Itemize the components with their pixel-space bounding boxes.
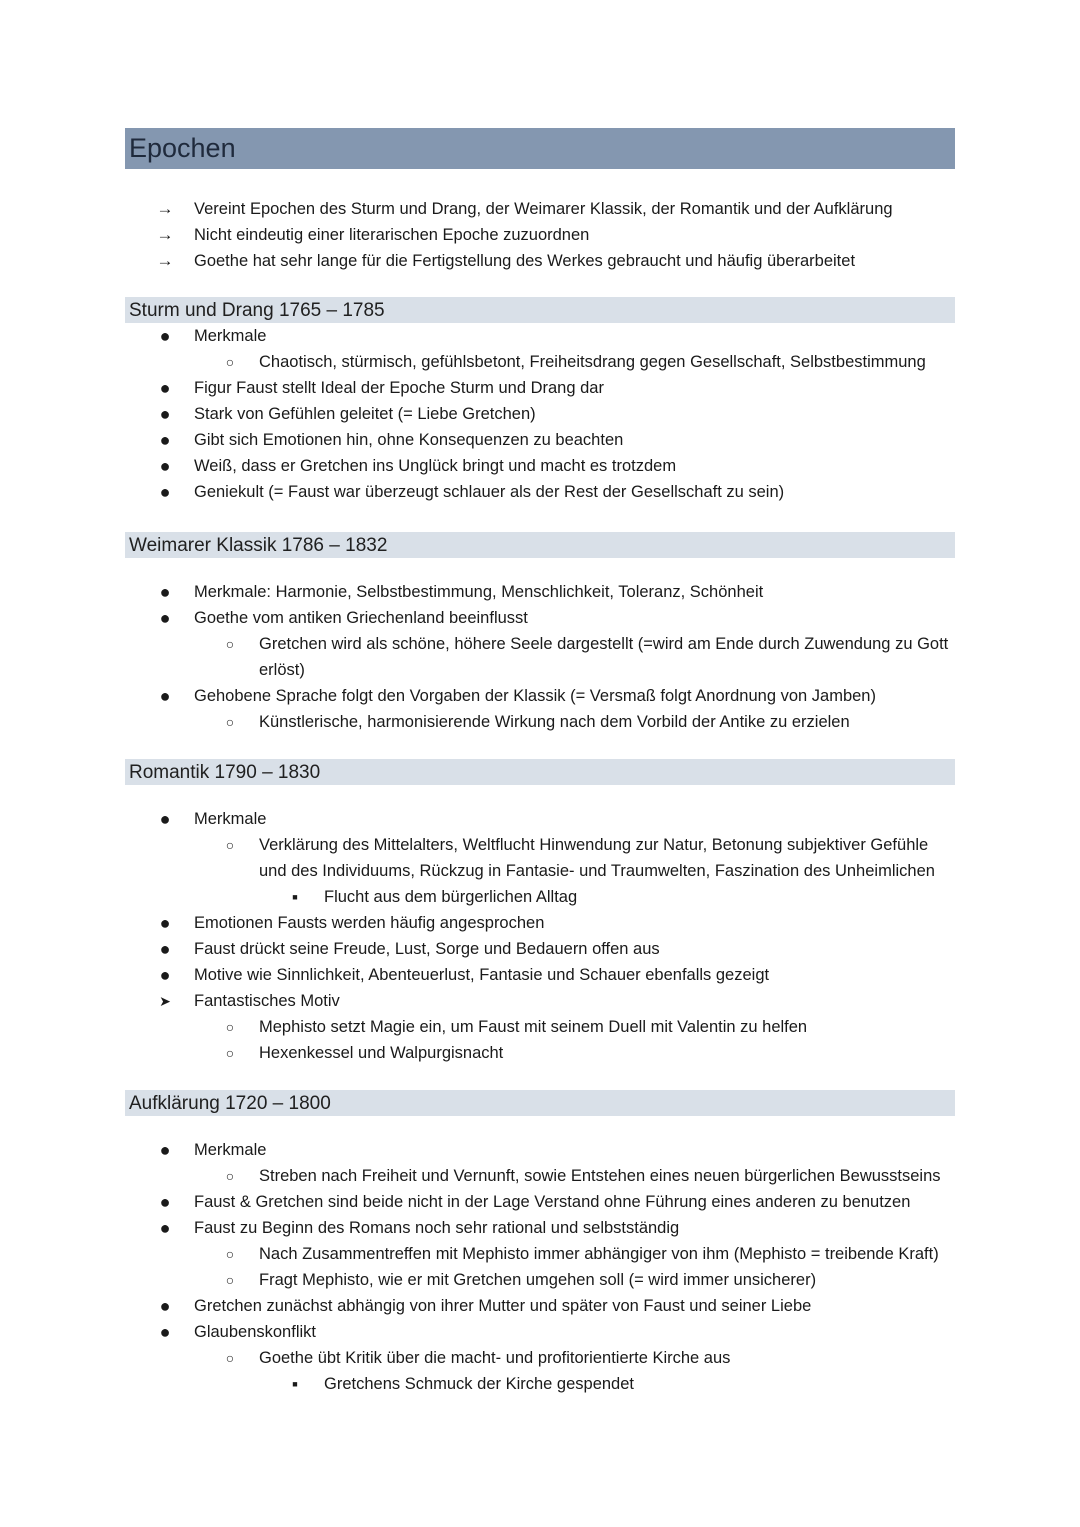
bullet-icon: ● <box>159 1140 171 1160</box>
section-heading-weimar: Weimarer Klassik 1786 – 1832 <box>125 532 955 558</box>
arrow-right-icon: → <box>156 225 174 244</box>
bullet-icon: ● <box>159 913 171 933</box>
list-item: ● Goethe vom antiken Griechenland beeinflusst <box>125 605 955 631</box>
circle-bullet-icon: ○ <box>225 1045 235 1061</box>
bullet-icon: ● <box>159 965 171 985</box>
arrowhead-bullet-icon: ➤ <box>159 993 171 1009</box>
list-item: ● Figur Faust stellt Ideal der Epoche Sturm und Drang dar <box>125 375 955 401</box>
circle-bullet-icon: ○ <box>225 636 235 652</box>
bullet-icon: ● <box>159 809 171 829</box>
bullet-icon: ● <box>159 1296 171 1316</box>
square-bullet-icon: ■ <box>292 1379 298 1389</box>
list-item: ● Faust drückt seine Freude, Lust, Sorge und Bedauern offen aus <box>125 936 955 962</box>
bullet-icon: ● <box>159 686 171 706</box>
square-bullet-icon: ■ <box>292 892 298 902</box>
circle-bullet-icon: ○ <box>225 714 235 730</box>
arrow-right-icon: → <box>156 199 174 218</box>
list-item: ● Gibt sich Emotionen hin, ohne Konsequenzen zu beachten <box>125 427 955 453</box>
bullet-icon: ● <box>159 1192 171 1212</box>
bullet-icon: ● <box>159 456 171 476</box>
intro-item: → Goethe hat sehr lange für die Fertigstellung des Werkes gebraucht und häufig überarbeitet <box>125 248 955 274</box>
bullet-icon: ● <box>159 430 171 450</box>
section-heading-sturm: Sturm und Drang 1765 – 1785 <box>125 297 955 323</box>
list-item: ○ Goethe übt Kritik über die macht- und profitorientierte Kirche aus <box>125 1345 955 1371</box>
list-item: ➤ Fantastisches Motiv <box>125 988 955 1014</box>
list-item: ● Merkmale: Harmonie, Selbstbestimmung, Menschlichkeit, Toleranz, Schönheit <box>125 579 955 605</box>
list-item: ○ Chaotisch, stürmisch, gefühlsbetont, Freiheitsdrang gegen Gesellschaft, Selbstbestimmung <box>125 349 955 375</box>
circle-bullet-icon: ○ <box>225 1168 235 1184</box>
list-item: ● Stark von Gefühlen geleitet (= Liebe Gretchen) <box>125 401 955 427</box>
bullet-icon: ● <box>159 378 171 398</box>
list-item: ● Glaubenskonflikt <box>125 1319 955 1345</box>
list-item: ● Gretchen zunächst abhängig von ihrer Mutter und später von Faust und seiner Liebe <box>125 1293 955 1319</box>
list-item: ● Geniekult (= Faust war überzeugt schlauer als der Rest der Gesellschaft zu sein) <box>125 479 955 505</box>
section-heading-romantik: Romantik 1790 – 1830 <box>125 759 955 785</box>
list-item: ○ Streben nach Freiheit und Vernunft, sowie Entstehen eines neuen bürgerlichen Bewusstseins <box>125 1163 955 1189</box>
list-item: ● Faust zu Beginn des Romans noch sehr rational und selbstständig <box>125 1215 955 1241</box>
list-item: ○ Verklärung des Mittelalters, Weltflucht Hinwendung zur Natur, Betonung subjektiver Gefühle und des Individuums, Rückzug in Fantasie- und Traumwelten, Faszination des Unheimlichen <box>125 832 955 884</box>
bullet-icon: ● <box>159 1322 171 1342</box>
list-item: ○ Fragt Mephisto, wie er mit Gretchen umgehen soll (= wird immer unsicherer) <box>125 1267 955 1293</box>
page-title: Epochen <box>125 128 955 169</box>
section-heading-aufklaerung: Aufklärung 1720 – 1800 <box>125 1090 955 1116</box>
list-item: ○ Hexenkessel und Walpurgisnacht <box>125 1040 955 1066</box>
circle-bullet-icon: ○ <box>225 837 235 853</box>
circle-bullet-icon: ○ <box>225 1350 235 1366</box>
list-item: ● Merkmale <box>125 1137 955 1163</box>
list-item: ● Merkmale <box>125 806 955 832</box>
intro-item: → Vereint Epochen des Sturm und Drang, der Weimarer Klassik, der Romantik und der Aufklärung <box>125 196 955 222</box>
list-item: ● Weiß, dass er Gretchen ins Unglück bringt und macht es trotzdem <box>125 453 955 479</box>
intro-item: → Nicht eindeutig einer literarischen Epoche zuzuordnen <box>125 222 955 248</box>
circle-bullet-icon: ○ <box>225 1019 235 1035</box>
bullet-icon: ● <box>159 939 171 959</box>
circle-bullet-icon: ○ <box>225 1272 235 1288</box>
bullet-icon: ● <box>159 608 171 628</box>
list-item: ○ Nach Zusammentreffen mit Mephisto immer abhängiger von ihm (Mephisto = treibende Kraft) <box>125 1241 955 1267</box>
bullet-icon: ● <box>159 482 171 502</box>
list-item: ■ Gretchens Schmuck der Kirche gespendet <box>125 1371 955 1397</box>
bullet-icon: ● <box>159 404 171 424</box>
list-item: ○ Mephisto setzt Magie ein, um Faust mit seinem Duell mit Valentin zu helfen <box>125 1014 955 1040</box>
list-item: ● Merkmale <box>125 323 955 349</box>
list-item: ● Motive wie Sinnlichkeit, Abenteuerlust, Fantasie und Schauer ebenfalls gezeigt <box>125 962 955 988</box>
arrow-right-icon: → <box>156 251 174 270</box>
document-page <box>125 128 955 1397</box>
bullet-icon: ● <box>159 326 171 346</box>
list-item: ■ Flucht aus dem bürgerlichen Alltag <box>125 884 955 910</box>
list-item: ● Faust & Gretchen sind beide nicht in der Lage Verstand ohne Führung eines anderen zu benutzen <box>125 1189 955 1215</box>
circle-bullet-icon: ○ <box>225 354 235 370</box>
list-item: ● Emotionen Fausts werden häufig angesprochen <box>125 910 955 936</box>
circle-bullet-icon: ○ <box>225 1246 235 1262</box>
bullet-icon: ● <box>159 1218 171 1238</box>
list-item: ● Gehobene Sprache folgt den Vorgaben der Klassik (= Versmaß folgt Anordnung von Jamben) <box>125 683 955 709</box>
bullet-icon: ● <box>159 582 171 602</box>
list-item: ○ Künstlerische, harmonisierende Wirkung nach dem Vorbild der Antike zu erzielen <box>125 709 955 735</box>
list-item: ○ Gretchen wird als schöne, höhere Seele dargestellt (=wird am Ende durch Zuwendung zu Gott erlöst) <box>125 631 955 683</box>
